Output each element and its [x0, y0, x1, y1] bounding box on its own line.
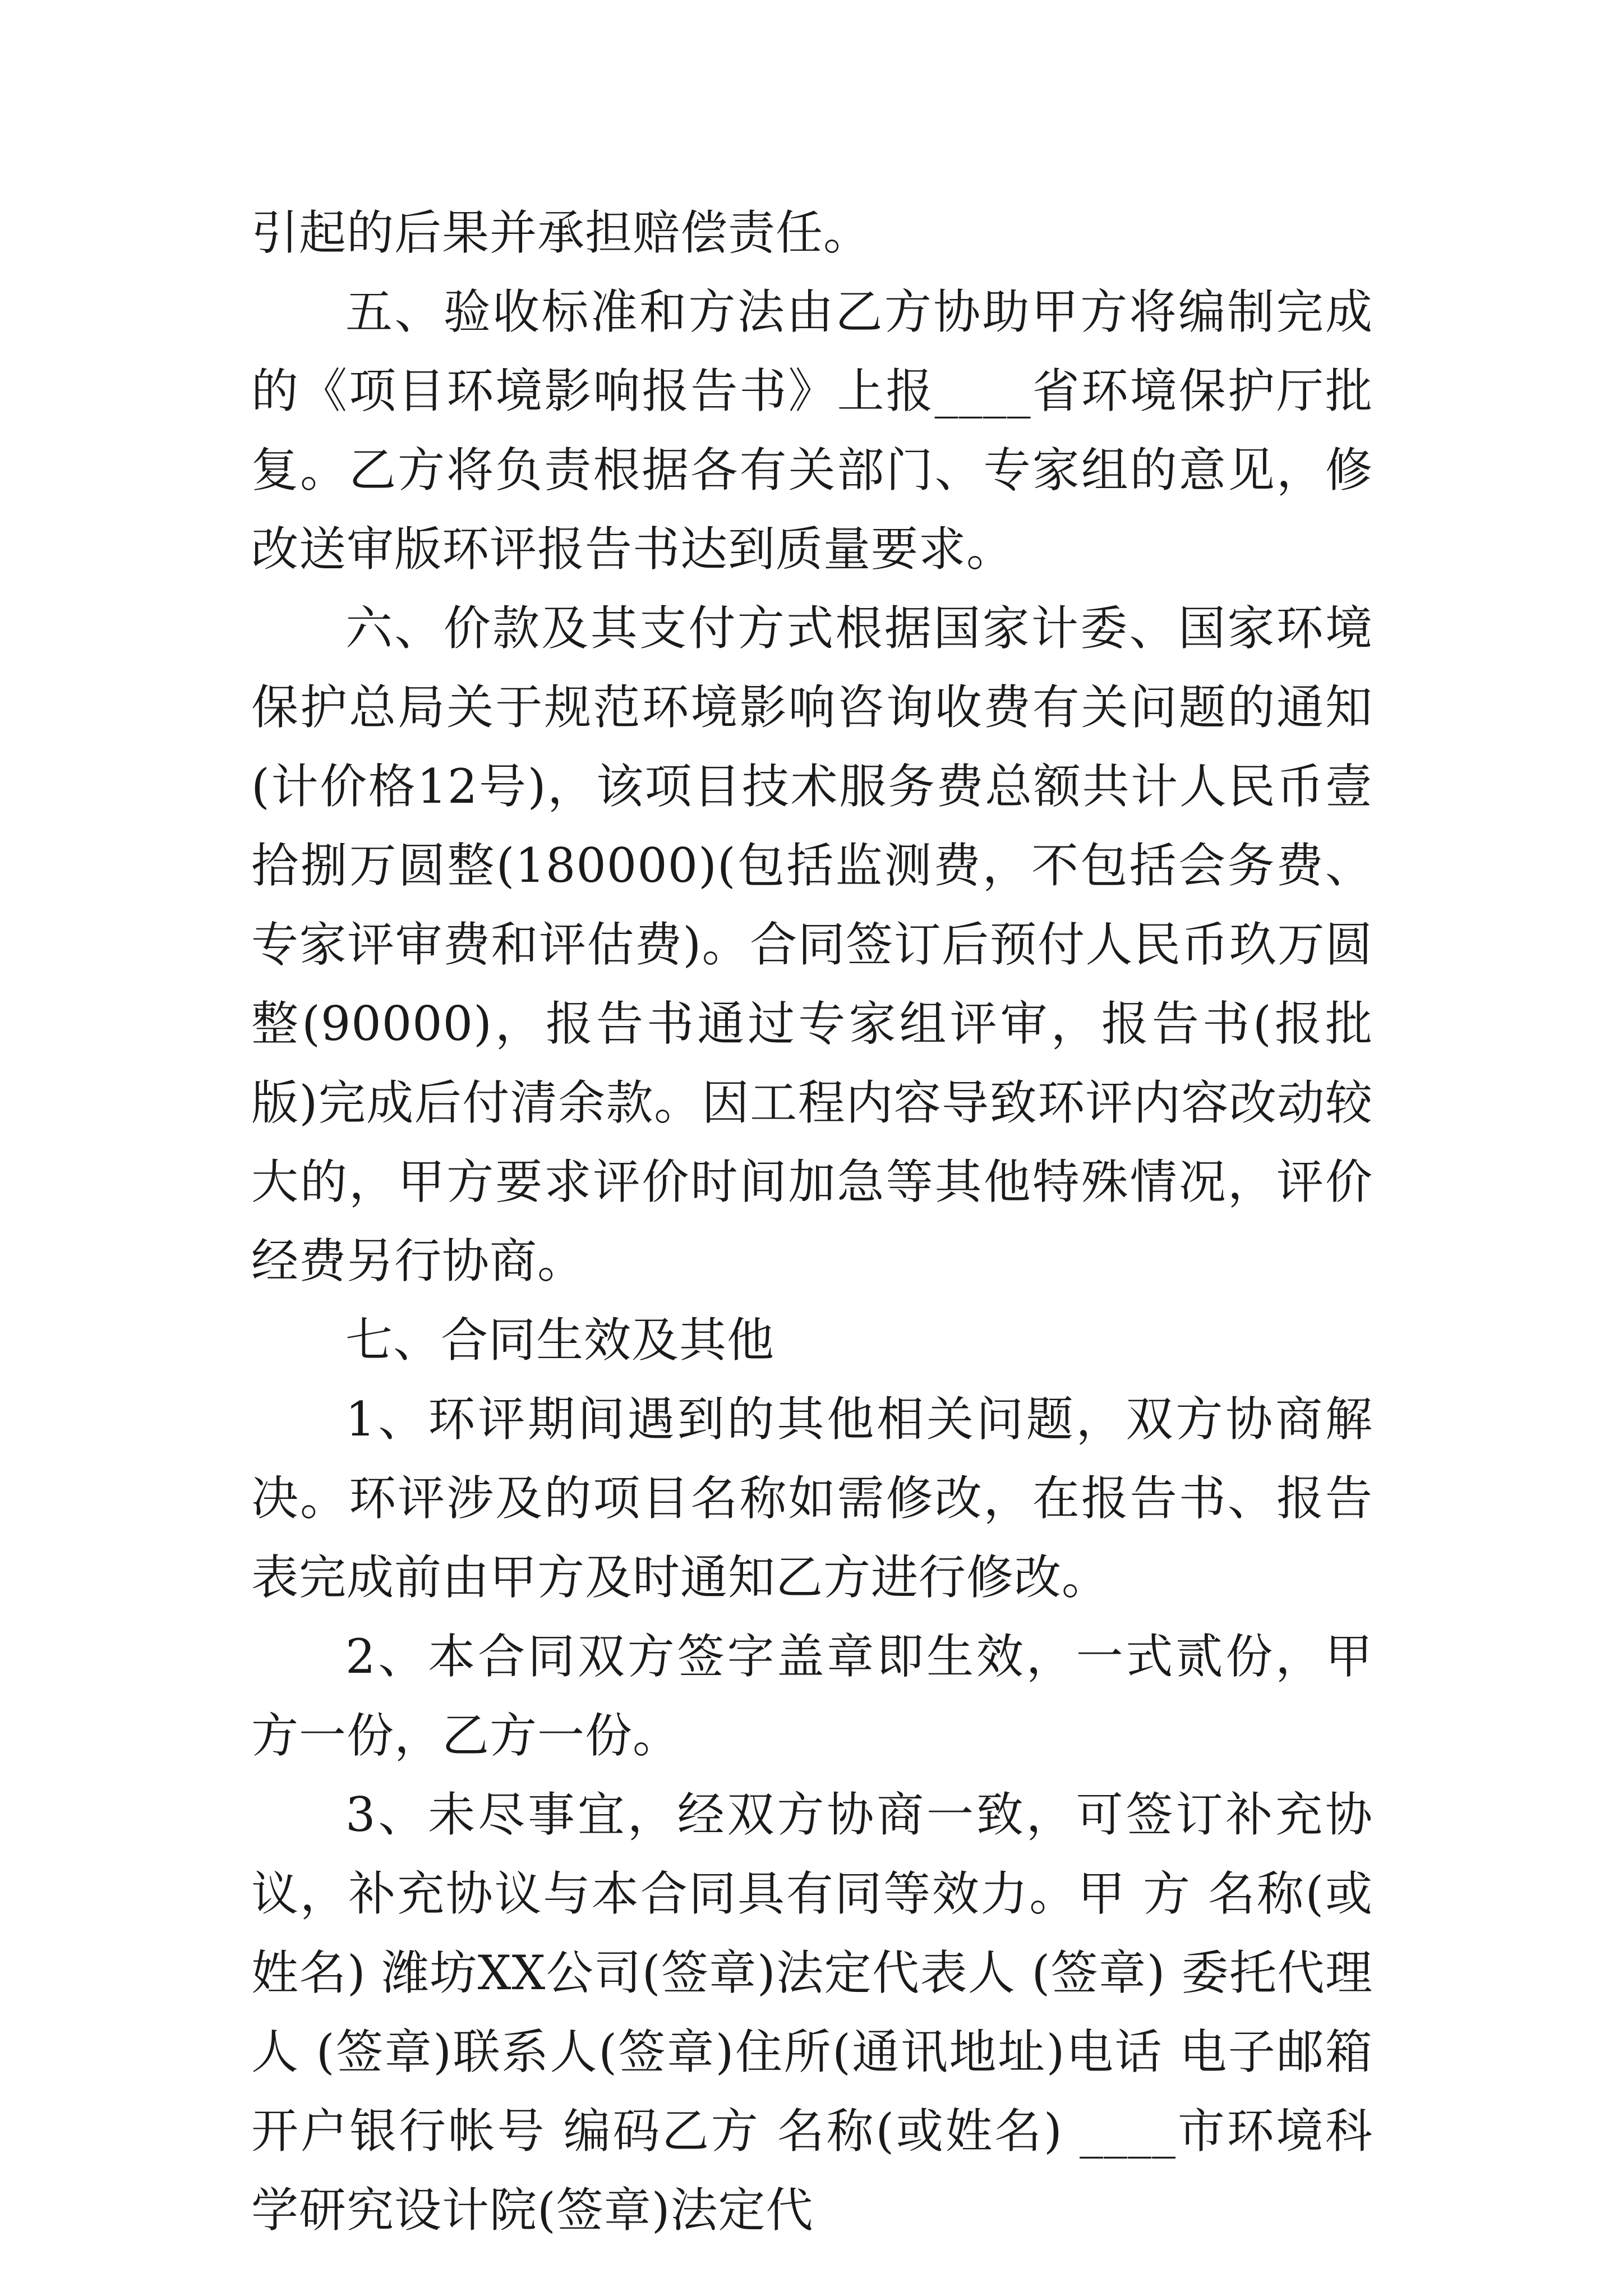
document-body	[251, 194, 1373, 2250]
paragraph-clause-7-item-3-signatures: 3、未尽事宜，经双方协商一致，可签订补充协议，补充协议与本合同具有同等效力。甲 方 名称(或姓名) 潍坊XX公司(签章)法定代表人 (签章) 委托代理人 (签章)联系人(签章)住所(通讯地址)电话 电子邮箱开户银行帐号 编码乙方 名称(或姓名) ____市环境科学研究设计院(签章)法定代	[251, 1787, 1373, 2238]
paragraph-clause-6-payment: 六、价款及其支付方式根据国家计委、国家环境保护总局关于规范环境影响咨询收费有关问题的通知(计价格12号)，该项目技术服务费总额共计人民币壹拾捌万圆整(180000)(包括监测费，不包括会务费、专家评审费和评估费)。合同签订后预付人民币玖万圆整(90000)，报告书通过专家组评审，报告书(报批版)完成后付清余款。因工程内容导致环评内容改动较大的，甲方要求评价时间加急等其他特殊情况，评价经费另行协商。	[251, 601, 1373, 1289]
heading-clause-7: 七、合同生效及其他	[345, 1313, 775, 1368]
paragraph-clause-5-acceptance: 五、验收标准和方法由乙方协助甲方将编制完成的《项目环境影响报告书》上报____省环境保护厅批复。乙方将负责根据各有关部门、专家组的意见，修改送审版环评报告书达到质量要求。	[251, 284, 1373, 577]
paragraph-clause-7-item-1: 1、环评期间遇到的其他相关问题，双方协商解决。环评涉及的项目名称如需修改，在报告书、报告表完成前由甲方及时通知乙方进行修改。	[251, 1392, 1373, 1605]
paragraph-continuation: 引起的后果并承担赔偿责任。	[251, 205, 872, 260]
paragraph-clause-7-item-2: 2、本合同双方签字盖章即生效，一式贰份，甲方一份，乙方一份。	[251, 1629, 1373, 1763]
